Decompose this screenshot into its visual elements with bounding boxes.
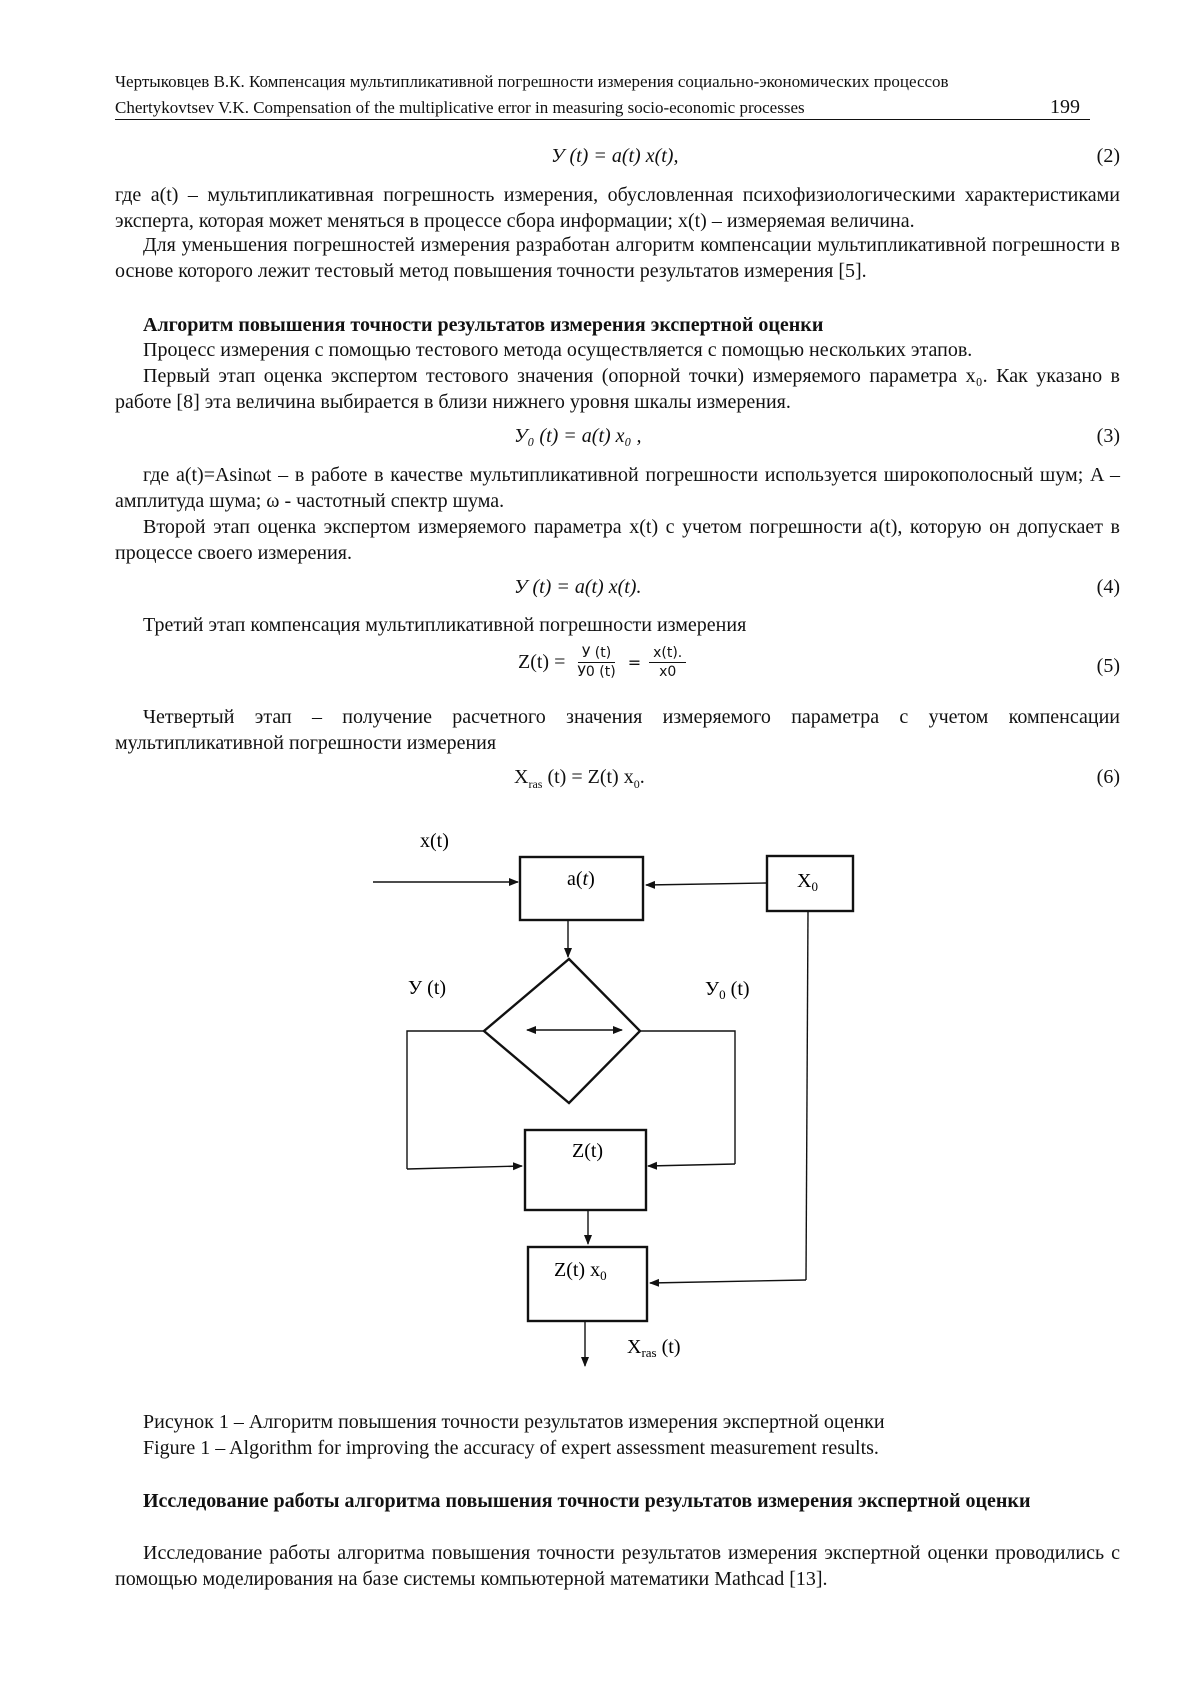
equation-5-numerator-1: У (t) [578,645,615,663]
section-1-paragraph-2: Первый этап оценка экспертом тестового значения (опорной точки) измеряемого параметра x₀. Как указано в работе [8] эта величина выбирается в близи нижнего уровня шкалы измерения. [115,365,1120,413]
equation-4-number: (4) [1096,576,1120,598]
equation-5-denominator-2: x0 [659,664,677,680]
equation-2: У (t) = a(t) x(t), [551,145,679,167]
path-x0-down [806,911,808,1280]
running-header-ru: Чертыковцев В.К. Компенсация мультипликативной погрешности измерения социально-экономических процессов [115,72,949,91]
running-header-en: Chertykovtsev V.K. Compensation of the multiplicative error in measuring socio-economic processes [115,98,805,117]
equation-3-number: (3) [1096,425,1120,447]
block-x0-label: $X_0$ [797,870,818,894]
section-2-title: Исследование работы алгоритма повышения точности результатов измерения экспертной оценки [143,1490,1031,1512]
page-number: 199 [1050,96,1080,118]
paragraph-1: где a(t) – мультипликативная погрешность измерения, обусловленная психофизиологическими характеристиками эксперта, которая может меняться в процессе сбора информации; x(t) – измеряемая величина. [115,184,1120,232]
equation-4: У (t) = a(t) x(t). [514,576,642,598]
arrow-x0-to-zx0 [650,1280,806,1283]
path-y0-right [640,1031,735,1164]
equation-5-lhs: Z(t) = [518,651,566,673]
arrow-x0-to-a [646,883,767,885]
equation-6: $X_{ras}$ (t) = Z(t) $x_0$. [514,766,645,791]
paragraph-3: где a(t)=Asinωt – в работе в качестве мультипликативной погрешности используется широкополосный шум; A – амплитуда шума; ω - частотный спектр шума. [115,464,1120,512]
paragraph-2: Для уменьшения погрешностей измерения разработан алгоритм компенсации мультипликативной погрешности в основе которого лежит тестовый метод повышения точности результатов измерения [5]. [115,234,1120,282]
equation-5-numerator-2: x(t). [649,645,686,663]
block-zx0-label: Z(t) $x_0$ [554,1259,607,1283]
equation-3: У₀ (t) = a(t) x₀ , [514,425,642,447]
arrow-y0-to-z [648,1164,735,1166]
paragraph-6: Четвертый этап – получение расчетного значения измеряемого параметра с учетом компенсации мультипликативной погрешности измерения [115,706,1120,754]
section-2-paragraph-1: Исследование работы алгоритма повышения точности результатов измерения экспертной оценки проводились с помощью моделирования на базе системы компьютерной математики Mathcad [13]. [115,1542,1120,1590]
paragraph-5: Третий этап компенсация мультипликативной погрешности измерения [143,614,747,636]
block-a-t-label: a(t) [567,868,595,890]
label-x-t: x(t) [420,830,449,852]
compare-diamond [484,959,640,1103]
path-y-left [407,1031,484,1169]
figure-caption-ru: Рисунок 1 – Алгоритм повышения точности результатов измерения экспертной оценки [143,1411,885,1433]
equation-5-number: (5) [1096,655,1120,677]
arrow-y-to-z [407,1166,522,1169]
figure-caption-en: Figure 1 – Algorithm for improving the accuracy of expert assessment measurement results. [143,1437,879,1459]
block-z-t-label: Z(t) [572,1140,604,1162]
section-1-title: Алгоритм повышения точности результатов измерения экспертной оценки [143,314,824,336]
label-y-t: У (t) [408,977,447,999]
equation-2-number: (2) [1096,145,1120,167]
equation-6-number: (6) [1096,766,1120,788]
label-y0-t: $У_0$ (t) [705,978,750,1002]
equation-5-denominator-1: У0 (t) [577,664,616,680]
section-1-paragraph-1: Процесс измерения с помощью тестового метода осуществляется с помощью нескольких этапов. [143,339,973,361]
equation-5-equals: = [627,653,642,672]
label-x-ras: $X_{ras}$ (t) [627,1336,681,1360]
paragraph-4: Второй этап оценка экспертом измеряемого параметра x(t) с учетом погрешности a(t), которую он допускает в процессе своего измерения. [115,516,1120,564]
